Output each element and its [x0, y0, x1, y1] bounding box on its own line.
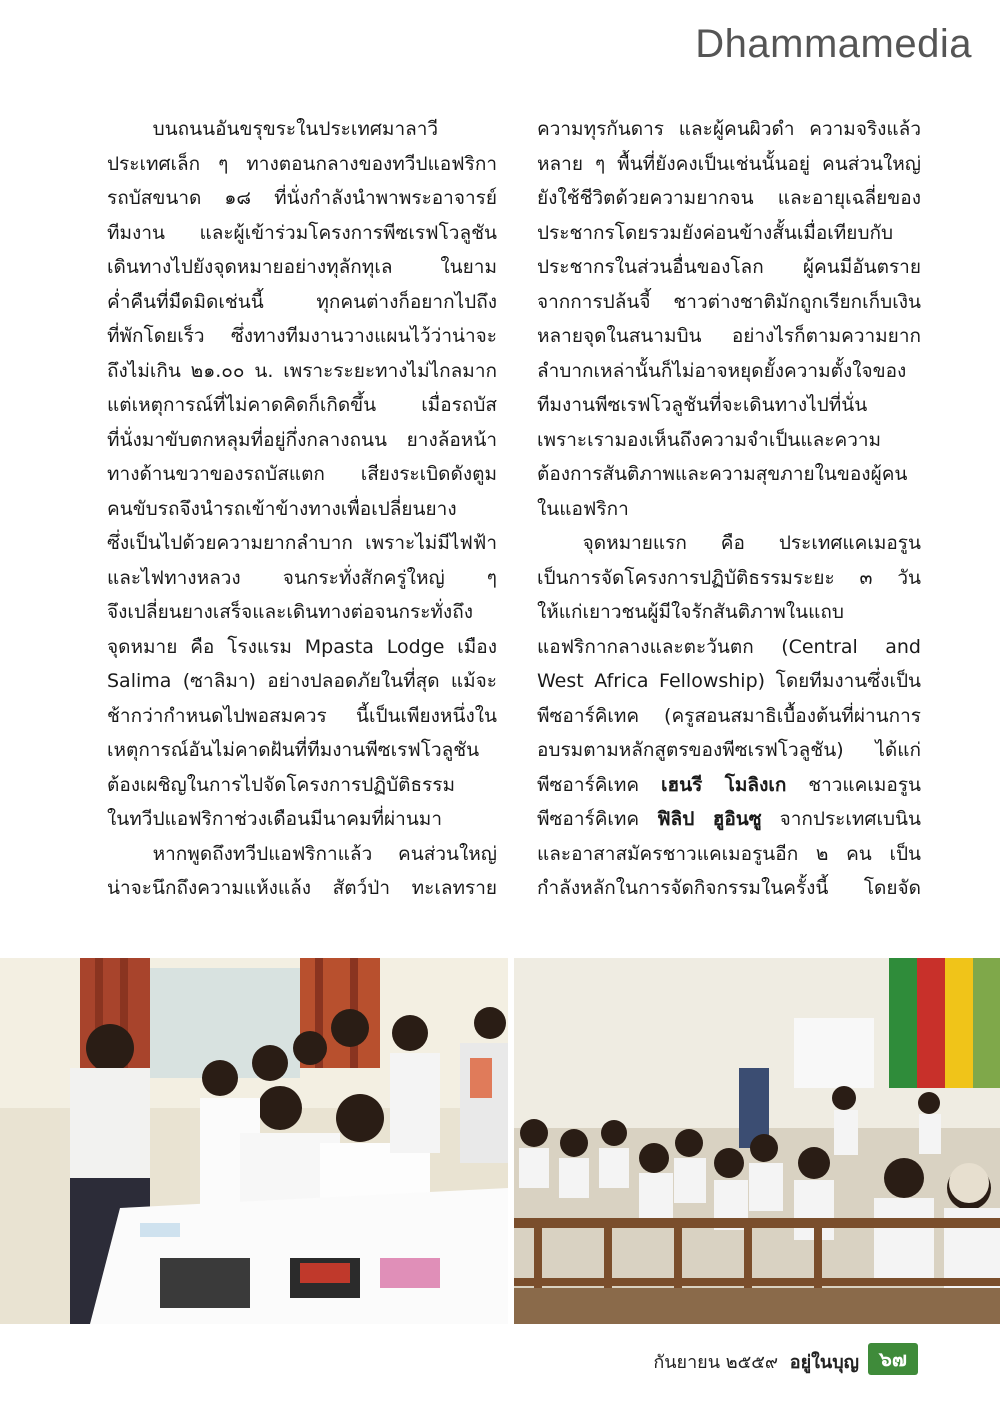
text-line: หากพูดถึงทวีปแอฟริกาแล้ว คนส่วนใหญ่ [152, 842, 497, 865]
brand-title: Dhammamedia [695, 22, 972, 66]
text-line: และอาสาสมัครชาวแคเมอรูนอีก ๒ คน เป็น [537, 842, 921, 865]
text-line: และไฟทางหลวง จนกระทั่งสักครู่ใหญ่ ๆ [107, 566, 497, 589]
text-line [537, 802, 921, 837]
text-line: แต่เหตุการณ์ที่ไม่คาดคิดก็เกิดขึ้น เมื่อรถบัส [107, 394, 497, 416]
text-line: ประชากรโดยรวมยังค่อนข้างสั้นเมื่อเทียบกับ [537, 221, 894, 244]
text-line: เป็นการจัดโครงการปฏิบัติธรรมระยะ ๓ วัน [537, 566, 921, 589]
photo-lecture-hall [514, 958, 1000, 1324]
issue-date: กันยายน ๒๕๕๙ [653, 1352, 779, 1373]
text-line: เหตุการณ์อันไม่คาดฝันที่ทีมงานพีซเรฟโวลูชัน [107, 739, 480, 761]
text-line: ทางด้านขวาของรถบัสแตก เสียงระเบิดดังตูม [107, 463, 497, 485]
text-segment: พีซอาร์คิเทค [537, 808, 658, 830]
text-line: น่าจะนึกถึงความแห้งแล้ง สัตว์ป่า ทะเลทราย [107, 877, 497, 899]
person-name: ฟิลิป ฮูอินซู [657, 808, 762, 830]
text-line: เดินทางไปยังจุดหมายอย่างทุลักทุเล ในยาม [107, 256, 497, 278]
text-segment: จากประเทศเบนิน [761, 808, 921, 830]
page-footer [0, 1343, 1000, 1383]
text-line: อบรมตามหลักสูตรของพีซเรฟโวลูชัน) ได้แก่ [537, 739, 921, 761]
text-line: ทีมงานพีซเรฟโวลูชันที่จะเดินทางไปที่นั่น [537, 394, 868, 416]
text-line: ประเทศเล็ก ๆ ทางตอนกลางของทวีปแอฟริกา [107, 152, 497, 175]
article-column-right [537, 112, 921, 906]
text-line: West Africa Fellowship) โดยทีมงานซึ่งเป็น [537, 670, 921, 692]
text-line: ความทุรกันดาร และผู้คนผิวดำ ความจริงแล้ว [537, 118, 921, 140]
text-line: ที่พักโดยเร็ว ซึ่งทางทีมงานวางแผนไว้ว่าน่าจะ [107, 325, 497, 347]
text-line: บนถนนอันขรุขระในประเทศมาลาวี [152, 118, 439, 140]
text-line: จุดหมายแรก คือ ประเทศแคเมอรูน [582, 532, 921, 554]
text-line: จากการปล้นจี้ ชาวต่างชาติมักถูกเรียกเก็บเงิน [537, 290, 921, 313]
text-line [537, 768, 921, 803]
text-line: ยังใช้ชีวิตด้วยความยากจน และอายุเฉลี่ยของ [537, 187, 921, 209]
text-line: ประชากรในส่วนอื่นของโลก ผู้คนมีอันตราย [537, 256, 921, 278]
text-line: ในทวีปแอฟริกาช่วงเดือนมีนาคมที่ผ่านมา [107, 808, 443, 830]
footer-issue-info [653, 1347, 859, 1376]
text-line: แอฟริกากลางและตะวันตก (Central and [537, 635, 921, 658]
text-line: ที่นั่งมาขับตกหลุมที่อยู่กึ่งกลางถนน ยางล้อหน้า [107, 428, 497, 451]
text-line: พีซอาร์คิเทค (ครูสอนสมาธิเบื้องต้นที่ผ่านการ [537, 704, 921, 727]
text-line: คนขับรถจึงนำรถเข้าข้างทางเพื่อเปลี่ยนยาง [107, 497, 457, 520]
text-line: ค่ำคืนที่มืดมิดเช่นนี้ ทุกคนต่างก็อยากไปถึง [107, 290, 497, 313]
article-column-left [107, 112, 497, 906]
text-line: ให้แก่เยาวชนผู้มีใจรักสันติภาพในแถบ [537, 601, 844, 623]
text-segment: พีซอาร์คิเทค [537, 773, 661, 796]
text-line: หลาย ๆ พื้นที่ยังคงเป็นเช่นนั้นอยู่ คนส่วนใหญ่ [537, 152, 921, 175]
text-line: ซึ่งเป็นไปด้วยความยากลำบาก เพราะไม่มีไฟฟ้า [107, 532, 497, 554]
text-line: ต้องเผชิญในการไปจัดโครงการปฏิบัติธรรม [107, 773, 455, 796]
magazine-name: อยู่ในบุญ [789, 1352, 859, 1373]
text-line: ต้องการสันติภาพและความสุขภายในของผู้คน [537, 463, 908, 485]
text-line: ช้ากว่ากำหนดไปพอสมควร นี้เป็นเพียงหนึ่งใน [107, 704, 497, 727]
text-line: หลายจุดในสนามบิน อย่างไรก็ตามความยาก [537, 325, 921, 347]
text-line: ในแอฟริกา [537, 497, 629, 520]
text-line: รถบัสขนาด ๑๘ ที่นั่งกำลังนำพาพระอาจารย์ [107, 187, 497, 209]
text-line: Salima (ซาลิมา) อย่างปลอดภัยในที่สุด แม้จะ [107, 670, 497, 692]
photo-strip [0, 958, 1000, 1324]
page-number: ๖๗ [868, 1343, 918, 1375]
text-line: ลำบากเหล่านั้นก็ไม่อาจหยุดยั้งความตั้งใจของ [537, 359, 907, 382]
text-line: จุดหมาย คือ โรงแรม Mpasta Lodge เมือง [107, 635, 497, 658]
text-line: เพราะเรามองเห็นถึงความจำเป็นและความ [537, 428, 882, 451]
text-line: ทีมงาน และผู้เข้าร่วมโครงการพีซเรฟโวลูชัน [107, 221, 497, 244]
text-line: กำลังหลักในการจัดกิจกรรมในครั้งนี้ โดยจัด [537, 877, 921, 899]
person-name: เฮนรี โมลิงเก [661, 773, 787, 796]
text-line: จึงเปลี่ยนยางเสร็จและเดินทางต่อจนกระทั่งถึง [107, 601, 473, 623]
photo-workshop-registration [0, 958, 508, 1324]
text-line: ถึงไม่เกิน ๒๑.๐๐ น. เพราะระยะทางไม่ไกลมาก [107, 359, 497, 382]
text-segment: ชาวแคเมอรูน [786, 773, 922, 796]
